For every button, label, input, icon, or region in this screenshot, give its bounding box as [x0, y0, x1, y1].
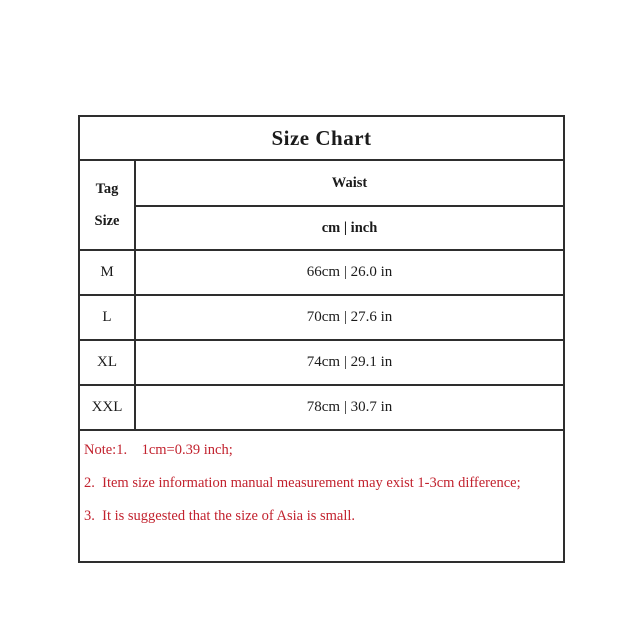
size-chart-table: [78, 115, 565, 563]
tag-label: Tag: [95, 181, 119, 197]
size-xl-cell: XL: [79, 340, 135, 385]
header-row-units: [79, 206, 564, 250]
table-row: [79, 250, 564, 295]
size-l-cell: L: [79, 295, 135, 340]
chart-title: Size Chart: [79, 116, 564, 160]
note-line-3: 3. It is suggested that the size of Asia is small.: [84, 508, 356, 524]
waist-xxl-value: 78cm | 30.7 in: [135, 385, 564, 430]
size-m-cell: M: [79, 250, 135, 295]
units-header-cell: cm | inch: [135, 206, 564, 250]
size-xxl-cell: XXL: [79, 385, 135, 430]
waist-m-value: 66cm | 26.0 in: [135, 250, 564, 295]
waist-xl-value: 74cm | 29.1 in: [135, 340, 564, 385]
header-row-measure: [79, 160, 564, 206]
waist-header-cell: Waist: [135, 160, 564, 206]
table-row: [79, 295, 564, 340]
waist-l-value: 70cm | 27.6 in: [135, 295, 564, 340]
note-line-1: Note:1. 1cm=0.39 inch;: [84, 442, 233, 458]
table-row: [79, 340, 564, 385]
tag-size-header-cell: [79, 160, 135, 250]
title-row: [79, 116, 564, 160]
size-label: Size: [94, 213, 120, 229]
table-row: [79, 385, 564, 430]
note-line-2: 2. Item size information manual measurement may exist 1-3cm difference;: [84, 475, 521, 491]
notes-cell: [79, 430, 564, 562]
notes-row: [79, 430, 564, 562]
